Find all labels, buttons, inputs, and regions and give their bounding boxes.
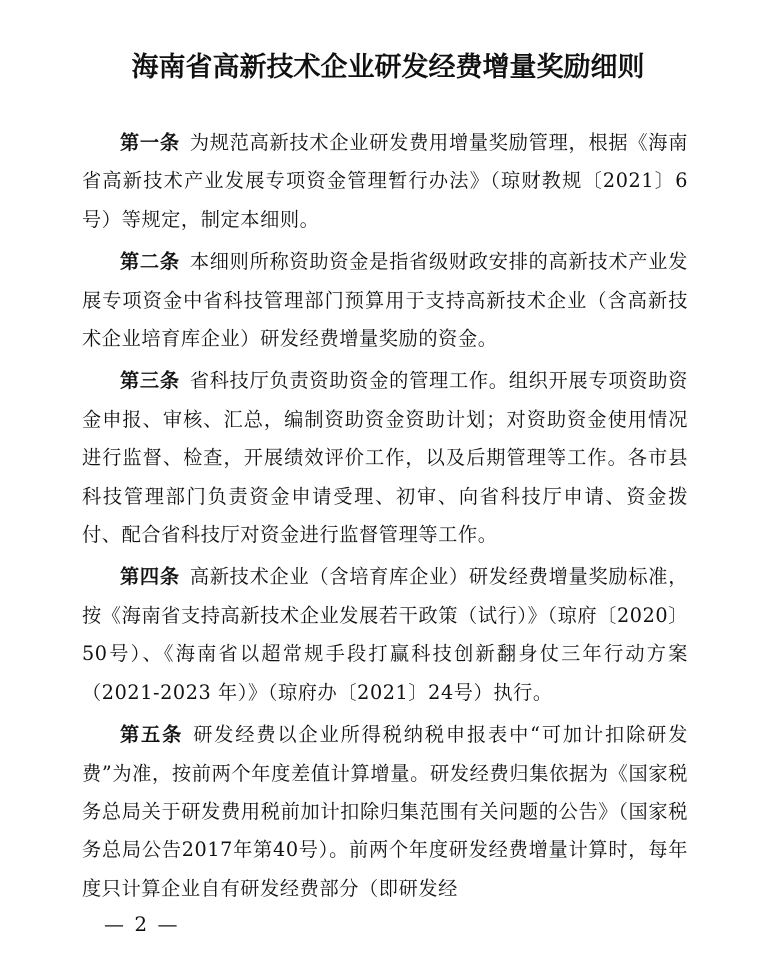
article-2 [82, 243, 688, 358]
article-1-label: 第一条 [120, 131, 180, 154]
article-2-label: 第二条 [120, 250, 180, 274]
article-1 [82, 124, 688, 239]
article-3-text: 省科技厅负责资助资金的管理工作。组织开展专项资助资金申报、审核、汇总，编制资助资金资助计划；对资助资金使用情况进行监督、检查，开展绩效评价工作，以及后期管理等工作。各市县科技管理部门负责资金申请受理、初审、向省科技厅申请、资金拨付、配合省科技厅对资金进行监督管理等工作。 [82, 369, 688, 547]
article-3-label: 第三条 [120, 369, 180, 393]
article-5-label: 第五条 [120, 723, 184, 747]
article-5-text: 研发经费以企业所得税纳税申报表中“可加计扣除研发费”为准，按前两个年度差值计算增量。研发经费归集依据为《国家税务总局关于研发费用税前加计扣除归集范围有关问题的公告》（国家税务总局公告2017年第40号）。前两个年度研发经费增量计算时，每年度只计算企业自有研发经费部分（即研发经 [82, 723, 688, 900]
document-title: 海南省高新技术企业研发经费增量奖励细则 [131, 52, 645, 83]
page-number: — 2 — [104, 912, 180, 936]
article-3 [82, 362, 688, 554]
article-4-label: 第四条 [120, 565, 180, 589]
document-body [82, 124, 688, 912]
article-5 [82, 716, 688, 908]
article-4-text: 高新技术企业（含培育库企业）研发经费增量奖励标准，按《海南省支持高新技术企业发展若干政策（试行）》（琼府〔2020〕50号）、《海南省以超常规手段打赢科技创新翻身仗三年行动方案（2021-2023 年）》（琼府办〔2021〕24号）执行。 [82, 565, 688, 704]
article-2-text: 本细则所称资助资金是指省级财政安排的高新技术产业发展专项资金中省科技管理部门预算用于支持高新技术企业（含高新技术企业培育库企业）研发经费增量奖励的资金。 [82, 250, 688, 351]
article-1-text: 为规范高新技术企业研发费用增量奖励管理，根据《海南省高新技术产业发展专项资金管理暂行办法》（琼财教规〔2021〕6号）等规定，制定本细则。 [82, 131, 688, 231]
article-4 [82, 558, 688, 712]
